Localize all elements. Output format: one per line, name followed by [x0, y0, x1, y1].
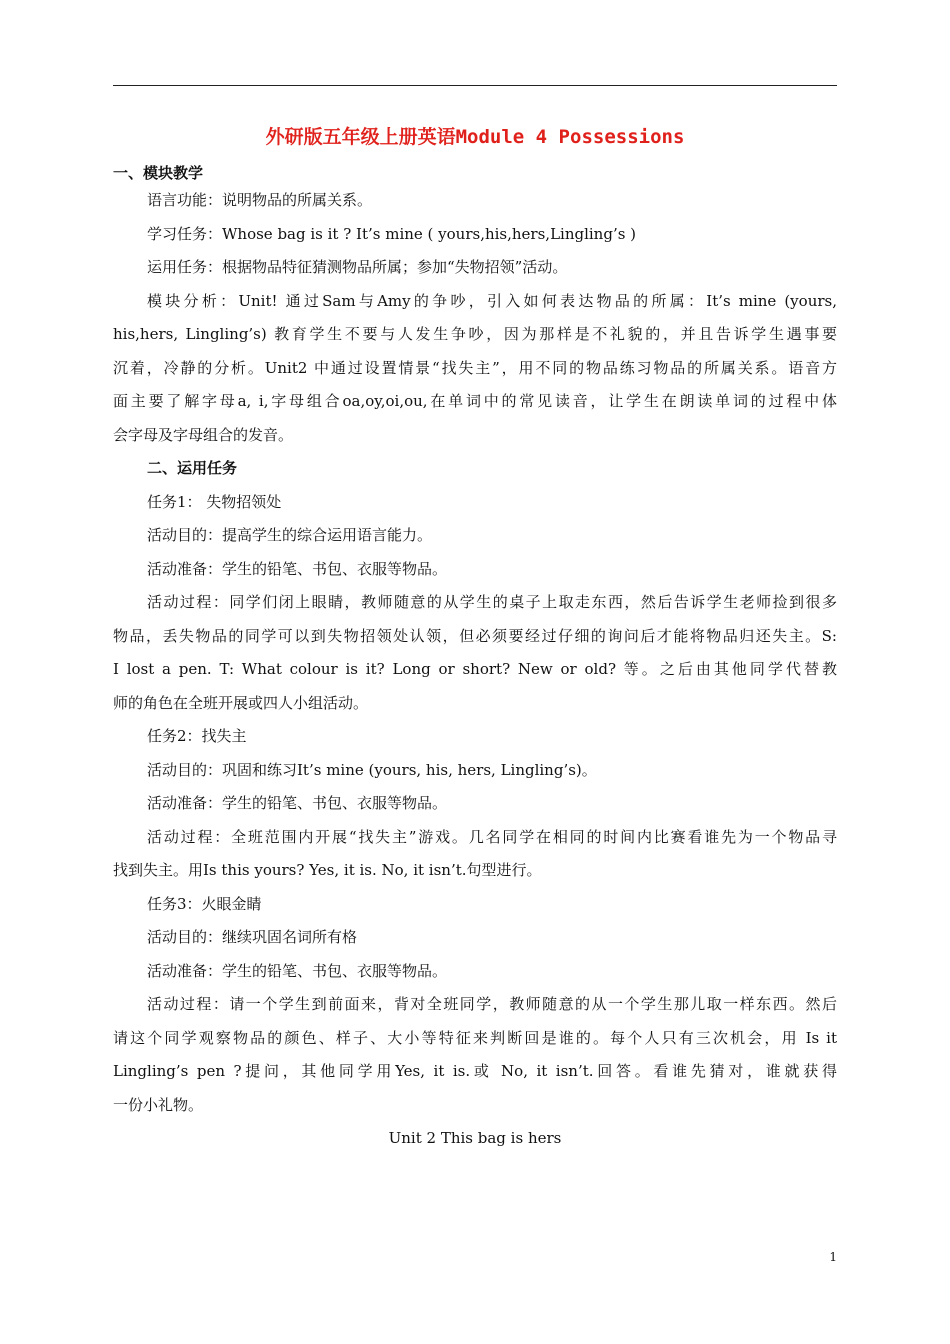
page-number: 1 [829, 1250, 837, 1264]
task-1-process-line-1: 活动过程：同学们闭上眼睛，教师随意的从学生的桌子上取走东西，然后告诉学生老师捡到很多 [147, 593, 837, 611]
task-2-purpose: 活动目的：巩固和练习It’s mine (yours, his, hers, Lingling’s)。 [147, 760, 597, 779]
task-3-process-line-1: 活动过程：请一个学生到前面来，背对全班同学，教师随意的从一个学生那儿取一样东西。然后 [147, 995, 837, 1013]
task-2-process-line-1: 活动过程：全班范围内开展“找失主”游戏。几名同学在相同的时间内比赛看谁先为一个物品寻 [147, 827, 837, 846]
paragraph-module-analysis-line-5: 会字母及字母组合的发音。 [113, 425, 294, 444]
paragraph-learning-task: 学习任务：Whose bag is it ? It’s mine ( yours,his,hers,Lingling’s ) [147, 224, 637, 243]
task-3-process-line-3: Lingling’s pen ?提问，其他同学用Yes, it is.或 No, it isn’t.回答。看谁先猜对，谁就获得 [113, 1062, 837, 1080]
document-body [113, 162, 837, 1156]
task-1-title: 任务1： 失物招领处 [147, 492, 282, 511]
paragraph-module-analysis-line-2: his,hers, Lingling’s) 教育学生不要与人发生争吵，因为那样是不礼貌的，并且告诉学生遇事要 [113, 325, 837, 343]
task-3-process-line-2: 请这个同学观察物品的颜色、样子、大小等特征来判断回是谁的。每个人只有三次机会，用 Is it [113, 1028, 837, 1047]
task-3-title: 任务3：火眼金睛 [147, 894, 262, 913]
task-2-process-line-2: 找到失主。用Is this yours? Yes, it is. No, it isn’t.句型进行。 [113, 861, 542, 879]
document-title [113, 122, 837, 149]
section-heading-1: 一、模块教学 [113, 164, 204, 182]
paragraph-applied-task: 运用任务：根据物品特征猜测物品所属；参加“失物招领”活动。 [147, 258, 568, 276]
paragraph-language-function: 语言功能：说明物品的所属关系。 [147, 191, 373, 209]
paragraph-module-analysis-line-3: 沉着，冷静的分析。Unit2 中通过设置情景“找失主”，用不同的物品练习物品的所属关系。语音方 [113, 358, 837, 377]
paragraph-module-analysis-line-4: 面主要了解字母a, i,字母组合oa,oy,oi,ou,在单词中的常见读音，让学生在朗读单词的过程中体 [113, 392, 837, 410]
task-1-process-line-4: 师的角色在全班开展或四人小组活动。 [113, 693, 369, 712]
section-heading-2: 二、运用任务 [147, 459, 238, 477]
task-1-process-line-3: I lost a pen. T: What colour is it? Long or short? New or old? 等。之后由其他同学代替教 [113, 660, 837, 678]
task-1-preparation: 活动准备：学生的铅笔、书包、衣服等物品。 [147, 559, 448, 578]
task-1-process-line-2: 物品，丢失物品的同学可以到失物招领处认领，但必须要经过仔细的询问后才能将物品归还失主。S: [113, 626, 837, 645]
title-chinese: 外研版五年级上册英语 [265, 126, 456, 148]
task-3-process-line-4: 一份小礼物。 [113, 1095, 204, 1114]
unit-2-heading: Unit 2 This bag is hers [388, 1129, 562, 1147]
task-2-title: 任务2：找失主 [147, 727, 247, 745]
header-rule [113, 85, 837, 86]
title-english: Module 4 Possessions [455, 126, 685, 148]
task-1-purpose: 活动目的：提高学生的综合运用语言能力。 [147, 526, 433, 544]
task-3-purpose: 活动目的：继续巩固名词所有格 [147, 928, 358, 946]
paragraph-module-analysis-line-1: 模块分析：Unit! 通过Sam与Amy的争吵，引入如何表达物品的所属：It’s mine (yours, [147, 291, 837, 310]
task-3-preparation: 活动准备：学生的铅笔、书包、衣服等物品。 [147, 961, 448, 980]
task-2-preparation: 活动准备：学生的铅笔、书包、衣服等物品。 [147, 794, 448, 812]
